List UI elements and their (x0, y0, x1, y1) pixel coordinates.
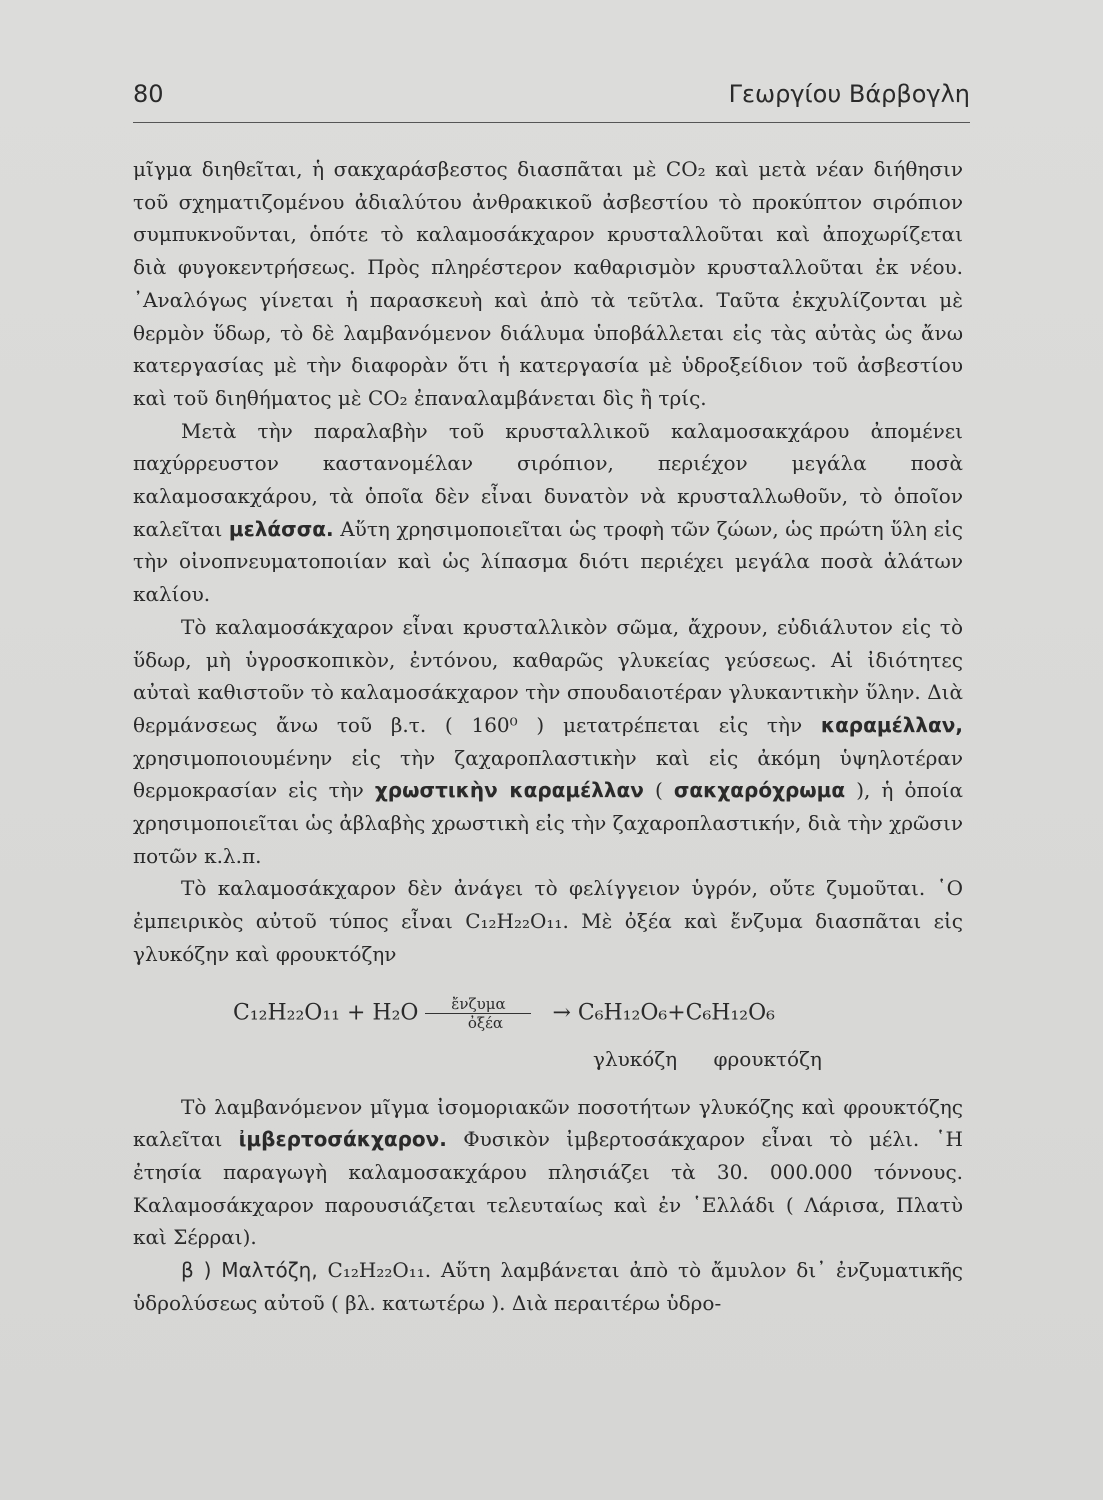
paragraph-2-text-a: Μετὰ τὴν παραλαβὴν τοῦ κρυσταλλικοῦ καλαμοσακχάρου ἀπομένει παχύρρευστον καστανομέλαν σιρόπιον, περιέχον μεγάλα ποσὰ καλαμοσακχάρου, τὰ ὁποῖα δὲν εἶναι δυνατὸν νὰ κρυσταλλωθοῦν, τὸ ὁποῖον καλεῖται (133, 418, 963, 541)
paragraph-2 (133, 415, 963, 611)
term-chrostiki-karamellan: χρωστικὴν καραμέλλαν (374, 778, 644, 803)
body-text (133, 153, 963, 1320)
paragraph-3-text-c: ( (654, 778, 663, 803)
hydrolysis-equation (133, 989, 963, 1085)
paragraph-3-text-d: ), ἡ ὁποία χρησιμοποιεῖται ὡς ἀβλαβὴς χρωστικὴ εἰς τὴν ζαχαροπλαστικήν, διὰ τὴν χρῶσιν ποτῶν κ.λ.π. (133, 778, 964, 868)
equation-line (233, 995, 775, 1032)
paragraph-5-text-a: Τὸ λαμβανόμενον μῖγμα ἰσομοριακῶν ποσοτήτων γλυκόζης καὶ φρουκτόζης καλεῖται (133, 1094, 963, 1152)
product-name-fructose: φρουκτόζη (713, 1046, 822, 1071)
paragraph-6 (133, 1254, 963, 1319)
paragraph-3 (133, 611, 963, 873)
paragraph-3-text-b: χρησιμοποιουμένην εἰς τὴν ζαχαροπλαστικὴν καὶ εἰς ἀκόμη ὑψηλοτέραν θερμοκρασίαν εἰς τὴν (133, 745, 963, 803)
equation-catalyst-top: ἔνζυμα (425, 995, 531, 1014)
paragraph-5-text-b: Φυσικὸν ἰμβερτοσάκχαρον εἶναι τὸ μέλι. ῾Η ἐτησία παραγωγὴ καλαμοσακχάρου πλησιάζει τὰ 30. 000.000 τόννους. Καλαμοσάκχαρον παρουσιάζεται τελευταίως καὶ ἐν ῾Ελλάδι ( Λάρισα, Πλατὺ καὶ Σέρραι). (133, 1127, 963, 1250)
product-name-glucose: γλυκόζη (593, 1046, 678, 1071)
equation-product-names (593, 1043, 852, 1076)
maltose-label: β ) Μαλτόζη, (181, 1258, 318, 1283)
page-number: 80 (133, 80, 164, 108)
equation-catalyst-bottom: ὀξέα (467, 1013, 504, 1032)
page-header (133, 72, 970, 123)
paragraph-3-text-a: Τὸ καλαμοσάκχαρον εἶναι κρυσταλλικὸν σῶμα, ἄχρουν, εὐδιάλυτον εἰς τὸ ὕδωρ, μὴ ὑγροσκοπικὸν, ἐντόνου, καθαρῶς γλυκείας γεύσεως. Αἱ ἰδιότητες αὐταὶ καθιστοῦν τὸ καλαμοσάκχαρον τὴν σπουδαιοτέραν γλυκαντικὴν ὕλην. Διὰ θερμάνσεως ἄνω τοῦ β.τ. ( 160⁰ ) μετατρέπεται εἰς τὴν (133, 614, 963, 737)
equation-arrow: → (552, 1000, 571, 1026)
term-imbertosakcharon: ἰμβερτοσάκχαρον. (238, 1127, 447, 1152)
equation-arrow-group (425, 995, 545, 1032)
paragraph-1: μῖγμα διηθεῖται, ἡ σακχαράσβεστος διασπᾶται μὲ CO₂ καὶ μετὰ νέαν διήθησιν τοῦ σχηματιζομένου ἀδιαλύτου ἀνθρακικοῦ ἀσβεστίου τὸ προκύπτον σιρόπιον συμπυκνοῦνται, ὁπότε τὸ καλαμοσάκχαρον κρυσταλλοῦται καὶ ἀποχωρίζεται διὰ φυγοκεντρήσεως. Πρὸς πληρέστερον καθαρισμὸν κρυσταλλοῦται ἐκ νέου. ᾿Αναλόγως γίνεται ἡ παρασκευὴ καὶ ἀπὸ τὰ τεῦτλα. Ταῦτα ἐκχυλίζονται μὲ θερμὸν ὕδωρ, τὸ δὲ λαμβανόμενον διάλυμα ὑποβάλλεται εἰς τὰς αὐτὰς ὡς ἄνω κατεργασίας μὲ τὴν διαφορὰν ὅτι ἡ κατεργασία μὲ ὑδροξείδιον τοῦ ἀσβεστίου καὶ τοῦ διηθήματος μὲ CO₂ ἐπαναλαμβάνεται δὶς ἢ τρίς. (133, 157, 963, 410)
paragraph-2-text-b: Αὕτη χρησιμοποιεῖται ὡς τροφὴ τῶν ζώων, ὡς πρώτη ὕλη εἰς τὴν οἰνοπνευματοποιίαν καὶ ὡς λίπασμα διότι περιέχει μεγάλα ποσὰ ἁλάτων καλίου. (133, 516, 964, 607)
equation-products: C₆H₁₂O₆+C₆H₁₂O₆ (577, 1000, 775, 1026)
paragraph-5 (133, 1091, 963, 1255)
paragraph-4: Τὸ καλαμοσάκχαρον δὲν ἀνάγει τὸ φελίγγειον ὑγρόν, οὔτε ζυμοῦται. ῾Ο ἐμπειρικὸς αὐτοῦ τύπος εἶναι C₁₂H₂₂O₁₁. Μὲ ὀξέα καὶ ἔνζυμα διασπᾶται εἰς γλυκόζην καὶ φρουκτόζην (133, 876, 963, 966)
term-melassa: μελάσσα. (228, 516, 334, 541)
term-sakcharochroma: σακχαρόχρωμα (673, 778, 846, 803)
term-karamellan: καραμέλλαν, (820, 712, 963, 737)
paragraph-6-text: C₁₂H₂₂O₁₁. Αὕτη λαμβάνεται ἀπὸ τὸ ἄμυλον δι᾿ ἐνζυματικῆς ὑδρολύσεως αὐτοῦ ( βλ. κατωτέρω ). Διὰ περαιτέρω ὑδρο- (133, 1258, 964, 1315)
equation-reactants: C₁₂H₂₂O₁₁ + H₂O (233, 1000, 419, 1026)
running-head: Γεωργίου Βάρβογλη (728, 80, 970, 108)
